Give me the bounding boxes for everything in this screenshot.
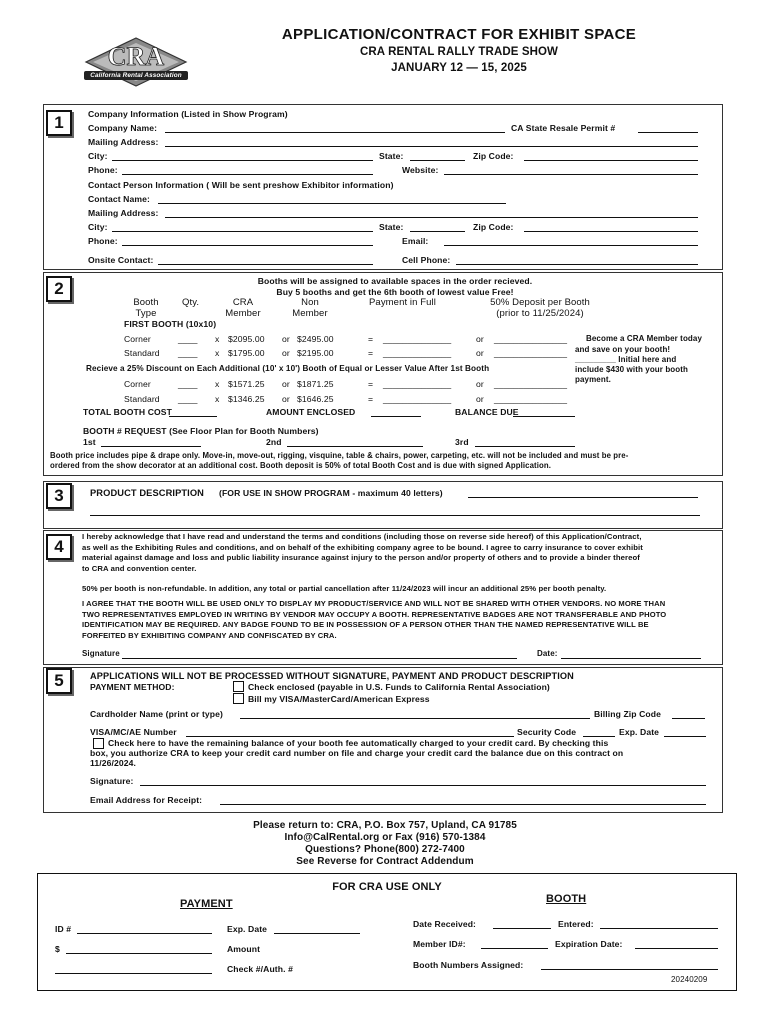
office-date-received-label: Date Received: bbox=[413, 919, 477, 929]
bill-card-label: Bill my VISA/MasterCard/American Express bbox=[248, 694, 430, 704]
check-enclosed-label: Check enclosed (payable in U.S. Funds to California Rental Association) bbox=[248, 682, 550, 692]
office-entered-label: Entered: bbox=[558, 919, 594, 929]
balance-due-label: BALANCE DUE bbox=[455, 407, 519, 417]
product-description-field[interactable] bbox=[468, 497, 698, 498]
row-corner-1-non-price: $2495.00 bbox=[297, 334, 334, 344]
col-cra: CRA bbox=[232, 297, 254, 308]
booth-request-3rd-label: 3rd bbox=[455, 437, 469, 447]
member-note-4: include $430 with your booth bbox=[575, 365, 689, 374]
row-corner-1-full[interactable]: ______________ bbox=[383, 334, 452, 344]
discount-note: Recieve a 25% Discount on Each Additional (10' x 10') Booth of Equal or Lesser Value After 1st Booth bbox=[86, 364, 490, 373]
booth-use-line-1: I AGREE THAT THE BOOTH WILL BE USED ONLY TO DISPLAY MY PRODUCT/SERVICE AND WILL NOT BE SHARED WITH OTHER VENDORS. NO MORE THAN bbox=[82, 599, 666, 608]
col-deposit: 50% Deposit per Booth bbox=[490, 297, 590, 308]
website-label: Website: bbox=[402, 165, 439, 175]
auto-charge-line-3: 11/26/2024. bbox=[90, 758, 137, 768]
row-standard-2-deposit[interactable]: _______________ bbox=[494, 394, 568, 404]
booth-use-line-4: FORFEITED BY EXHIBITING COMPANY AND CONFISCATED BY CRA. bbox=[82, 630, 337, 640]
row-corner-1-deposit[interactable]: _______________ bbox=[494, 334, 568, 344]
billing-zip-label: Billing Zip Code bbox=[594, 709, 662, 719]
zip-field[interactable] bbox=[524, 160, 698, 161]
office-entered-field[interactable] bbox=[600, 928, 718, 929]
website-field[interactable] bbox=[444, 174, 698, 175]
section-5-signature-field[interactable] bbox=[140, 785, 706, 786]
state-2-field[interactable] bbox=[410, 231, 465, 232]
col-deposit-deadline: (prior to 11/25/2024) bbox=[496, 308, 584, 319]
cell-phone-field[interactable] bbox=[456, 264, 698, 265]
section-2-number: 2 bbox=[46, 276, 72, 302]
row-standard-2-qty[interactable]: ____ bbox=[178, 394, 198, 404]
col-booth: Booth bbox=[133, 297, 159, 308]
member-note-1: Become a CRA Member today bbox=[586, 334, 703, 343]
acknowledge-line-4: to CRA and convention center. bbox=[82, 563, 197, 573]
cardholder-name-label: Cardholder Name (print or type) bbox=[90, 709, 223, 719]
booth-request-2nd-field[interactable] bbox=[287, 446, 423, 447]
exp-date-field[interactable] bbox=[664, 736, 706, 737]
phone-2-field[interactable] bbox=[122, 245, 373, 246]
booth-request-1st-label: 1st bbox=[83, 437, 96, 447]
booth-use-line-2: TWO REPRESENTATIVES EMPLOYED IN WRITING BY VENDOR MAY OCCUPY A BOOTH. REPRESENTATIVE BADGES ARE NOT TRANSFERABLE AND PHOTO bbox=[82, 609, 667, 619]
row-corner-1-or-label: or bbox=[282, 334, 290, 344]
receipt-email-field[interactable] bbox=[220, 804, 706, 805]
office-expiration-label: Expiration Date: bbox=[555, 939, 623, 949]
payment-method-label: PAYMENT METHOD: bbox=[90, 682, 175, 692]
auto-charge-line-1: Check here to have the remaining balance of your booth fee automatically charged to your credit card. By checking this bbox=[108, 738, 609, 748]
row-standard-1-deposit[interactable]: _______________ bbox=[494, 348, 568, 358]
office-member-id-field[interactable] bbox=[481, 948, 548, 949]
row-standard-1-non-price: $2195.00 bbox=[297, 348, 334, 358]
row-corner-1-or: or bbox=[476, 334, 484, 344]
total-booth-cost-field[interactable] bbox=[169, 416, 217, 417]
acknowledge-line-3: material against damage and loss and public liability insurance against injury to the person and/or property of others and to provide a binder thereof bbox=[82, 553, 640, 562]
amount-enclosed-field[interactable] bbox=[371, 416, 421, 417]
office-date-received-field[interactable] bbox=[493, 928, 551, 929]
logo-text: CRA bbox=[107, 42, 165, 71]
row-standard-2-member-price: $1346.25 bbox=[228, 394, 265, 404]
office-use-title: FOR CRA USE ONLY bbox=[332, 881, 442, 893]
row-corner-2-deposit[interactable]: _______________ bbox=[494, 379, 568, 389]
office-expiration-field[interactable] bbox=[635, 948, 718, 949]
col-qty: Qty. bbox=[182, 297, 200, 308]
section-3-number: 3 bbox=[46, 483, 72, 509]
cra-logo bbox=[82, 36, 190, 88]
office-booth-heading: BOOTH bbox=[546, 893, 587, 905]
member-note-2: and save on your booth! bbox=[575, 345, 671, 354]
row-standard-1-member-price: $1795.00 bbox=[228, 348, 265, 358]
member-initial-field[interactable]: _________ Initial here and bbox=[575, 355, 677, 364]
processing-notice: APPLICATIONS WILL NOT BE PROCESSED WITHOUT SIGNATURE, PAYMENT AND PRODUCT DESCRIPTION bbox=[90, 671, 574, 681]
return-addendum: See Reverse for Contract Addendum bbox=[296, 856, 474, 867]
security-code-label: Security Code bbox=[517, 727, 577, 737]
row-standard-1-eq: = bbox=[368, 348, 374, 358]
booth-price-note-2: ordered from the show decorator at an additional cost. Booth deposit is 50% of total Booth Cost and is due with signed Application. bbox=[50, 461, 552, 470]
row-corner-2-or-label: or bbox=[282, 379, 290, 389]
phone-field[interactable] bbox=[122, 174, 373, 175]
office-check-field[interactable] bbox=[55, 973, 212, 974]
row-corner-2-type: Corner bbox=[124, 379, 151, 389]
row-standard-2-or-label: or bbox=[282, 394, 290, 404]
office-exp-date-label: Exp. Date bbox=[227, 924, 268, 934]
row-corner-1-eq: = bbox=[368, 334, 374, 344]
zip-label: Zip Code: bbox=[473, 151, 514, 161]
amount-enclosed-label: AMOUNT ENCLOSED bbox=[266, 407, 356, 417]
row-standard-1-qty[interactable]: ____ bbox=[178, 348, 198, 358]
state-field[interactable] bbox=[410, 160, 465, 161]
booth-request-1st-field[interactable] bbox=[101, 446, 201, 447]
row-standard-2-or: or bbox=[476, 394, 484, 404]
row-standard-2-eq: = bbox=[368, 394, 374, 404]
product-description-field-2[interactable] bbox=[90, 515, 700, 516]
zip-2-field[interactable] bbox=[524, 231, 698, 232]
auto-charge-line-2: box, you authorize CRA to keep your credit card number on file and charge your credit card the balance due on this contract on bbox=[90, 748, 624, 758]
resale-permit-label: CA State Resale Permit # bbox=[511, 123, 616, 133]
form-code: 20240209 bbox=[671, 975, 708, 984]
section-1-number: 1 bbox=[46, 110, 72, 136]
row-standard-1-or: or bbox=[476, 348, 484, 358]
member-note-5: payment. bbox=[575, 375, 611, 384]
col-type: Type bbox=[135, 308, 157, 319]
onsite-contact-field[interactable] bbox=[158, 264, 373, 265]
office-booth-numbers-label: Booth Numbers Assigned: bbox=[413, 960, 524, 970]
acknowledge-line-2: as well as the Exhibiting Rules and conditions, and on behalf of the exhibiting company agree to be bound. I agree to carry insurance to cover exhibit bbox=[82, 542, 643, 552]
acknowledge-line-1: I hereby acknowledge that I have read and understand the terms and conditions (including those on reverse side hereof) of this Application/Contract, bbox=[82, 532, 642, 541]
row-standard-2-non-price: $1646.25 bbox=[297, 394, 334, 404]
office-exp-date-field[interactable] bbox=[274, 933, 360, 934]
office-member-id-label: Member ID#: bbox=[413, 939, 466, 949]
exp-date-label: Exp. Date bbox=[619, 727, 660, 737]
show-dates: JANUARY 12 — 15, 2025 bbox=[391, 62, 527, 74]
row-corner-1-qty[interactable]: ____ bbox=[178, 334, 198, 344]
col-non-member: Member bbox=[292, 308, 328, 319]
email-label: Email: bbox=[402, 236, 429, 246]
email-field[interactable] bbox=[444, 245, 698, 246]
office-id-label: ID # bbox=[55, 924, 72, 934]
section-4-signature-label: Signature bbox=[82, 649, 120, 658]
section-4-number: 4 bbox=[46, 534, 72, 560]
section-4-date-label: Date: bbox=[537, 649, 558, 658]
row-standard-1-x: x bbox=[215, 348, 220, 358]
row-standard-2-x: x bbox=[215, 394, 220, 404]
logo-subtext: California Rental Association bbox=[90, 71, 182, 79]
check-enclosed-checkbox[interactable] bbox=[233, 681, 244, 692]
row-corner-1-x: x bbox=[215, 334, 220, 344]
booth-use-line-3: IDENTIFICATION MAY BE REQUIRED. ANY BADGE FOUND TO BE IN POSSESSION OF A PERSON OTHER THAN THE NAMED REPRESENTATIVE WILL BE bbox=[82, 620, 649, 629]
page-subtitle: CRA RENTAL RALLY TRADE SHOW bbox=[360, 46, 558, 58]
assignment-note: Booths will be assigned to available spaces in the order recieved. bbox=[257, 276, 533, 286]
resale-permit-field[interactable] bbox=[638, 132, 698, 133]
row-standard-1-type: Standard bbox=[124, 348, 160, 358]
contact-info-heading: Contact Person Information ( Will be sent preshow Exhibitor information) bbox=[88, 180, 394, 190]
first-booth-heading: FIRST BOOTH (10x10) bbox=[124, 319, 217, 329]
company-name-field[interactable] bbox=[165, 132, 505, 133]
card-number-label: VISA/MC/AE Number bbox=[90, 727, 177, 737]
city-2-field[interactable] bbox=[112, 231, 373, 232]
company-info-heading: Company Information (Listed in Show Program) bbox=[88, 109, 288, 119]
booth-price-note-1: Booth price includes pipe & drape only. Move-in, move-out, rigging, visquine, table & chairs, power, carpeting, etc. will not be included and must be pre- bbox=[50, 451, 629, 460]
office-payment-heading: PAYMENT bbox=[180, 898, 233, 910]
office-dollar-label: $ bbox=[55, 944, 60, 954]
product-description-label: PRODUCT DESCRIPTION bbox=[90, 488, 204, 498]
col-payment-full: Payment in Full bbox=[369, 297, 436, 308]
mailing-address-2-label: Mailing Address: bbox=[88, 208, 159, 218]
return-contact: Info@CalRental.org or Fax (916) 570-1384 bbox=[284, 832, 486, 843]
mailing-address-2-field[interactable] bbox=[165, 217, 698, 218]
section-5-signature-label: Signature: bbox=[90, 776, 134, 786]
refund-policy: 50% per booth is non-refundable. In addition, any total or partial cancellation after 11/24/2023 will incur an additional 25% per booth penalty. bbox=[82, 584, 607, 593]
product-description-note: (FOR USE IN SHOW PROGRAM - maximum 40 letters) bbox=[219, 488, 443, 498]
cell-phone-label: Cell Phone: bbox=[402, 255, 451, 265]
row-corner-1-member-price: $2095.00 bbox=[228, 334, 265, 344]
page-title: APPLICATION/CONTRACT FOR EXHIBIT SPACE bbox=[281, 26, 637, 43]
row-corner-2-non-price: $1871.25 bbox=[297, 379, 334, 389]
col-cra-member: Member bbox=[225, 308, 261, 319]
section-5-number: 5 bbox=[46, 668, 72, 694]
section-4-signature-field[interactable] bbox=[122, 658, 517, 659]
row-corner-2-full[interactable]: ______________ bbox=[383, 379, 452, 389]
security-code-field[interactable] bbox=[583, 736, 615, 737]
city-field[interactable] bbox=[112, 160, 373, 161]
state-2-label: State: bbox=[379, 222, 404, 232]
booth-request-2nd-label: 2nd bbox=[266, 437, 282, 447]
mailing-address-label: Mailing Address: bbox=[88, 137, 159, 147]
phone-label: Phone: bbox=[88, 165, 118, 175]
city-2-label: City: bbox=[88, 222, 108, 232]
card-number-field[interactable] bbox=[186, 736, 514, 737]
return-address: Please return to: CRA, P.O. Box 757, Upland, CA 91785 bbox=[253, 820, 517, 831]
free-booth-note: Buy 5 booths and get the 6th booth of lowest value Free! bbox=[276, 287, 514, 297]
contact-name-label: Contact Name: bbox=[88, 194, 150, 204]
onsite-contact-label: Onsite Contact: bbox=[88, 255, 154, 265]
balance-due-field[interactable] bbox=[513, 416, 575, 417]
company-name-label: Company Name: bbox=[88, 123, 158, 133]
booth-request-heading: BOOTH # REQUEST (See Floor Plan for Booth Numbers) bbox=[83, 426, 319, 436]
row-corner-2-member-price: $1571.25 bbox=[228, 379, 265, 389]
zip-2-label: Zip Code: bbox=[473, 222, 514, 232]
section-4-date-field[interactable] bbox=[561, 658, 701, 659]
row-corner-2-qty[interactable]: ____ bbox=[178, 379, 198, 389]
contact-name-field[interactable] bbox=[158, 203, 506, 204]
phone-2-label: Phone: bbox=[88, 236, 118, 246]
receipt-email-label: Email Address for Receipt: bbox=[90, 795, 203, 805]
office-amount-label: Amount bbox=[227, 944, 261, 954]
row-standard-2-full[interactable]: ______________ bbox=[383, 394, 452, 404]
return-phone: Questions? Phone(800) 272-7400 bbox=[305, 844, 465, 855]
city-label: City: bbox=[88, 151, 108, 161]
row-standard-2-type: Standard bbox=[124, 394, 160, 404]
row-corner-2-or: or bbox=[476, 379, 484, 389]
office-check-auth-label: Check #/Auth. # bbox=[227, 964, 293, 974]
office-dollar-field[interactable] bbox=[66, 953, 212, 954]
office-booth-numbers-field[interactable] bbox=[541, 969, 718, 970]
row-corner-2-x: x bbox=[215, 379, 220, 389]
office-id-field[interactable] bbox=[77, 933, 212, 934]
row-standard-1-full[interactable]: ______________ bbox=[383, 348, 452, 358]
billing-zip-field[interactable] bbox=[672, 718, 705, 719]
row-corner-2-eq: = bbox=[368, 379, 374, 389]
bill-card-checkbox[interactable] bbox=[233, 693, 244, 704]
col-non: Non bbox=[301, 297, 319, 308]
row-standard-1-or-label: or bbox=[282, 348, 290, 358]
mailing-address-field[interactable] bbox=[165, 146, 698, 147]
cardholder-name-field[interactable] bbox=[240, 718, 590, 719]
row-corner-1-type: Corner bbox=[124, 334, 151, 344]
total-booth-cost-label: TOTAL BOOTH COST bbox=[83, 407, 172, 417]
booth-request-3rd-field[interactable] bbox=[475, 446, 575, 447]
state-label: State: bbox=[379, 151, 404, 161]
